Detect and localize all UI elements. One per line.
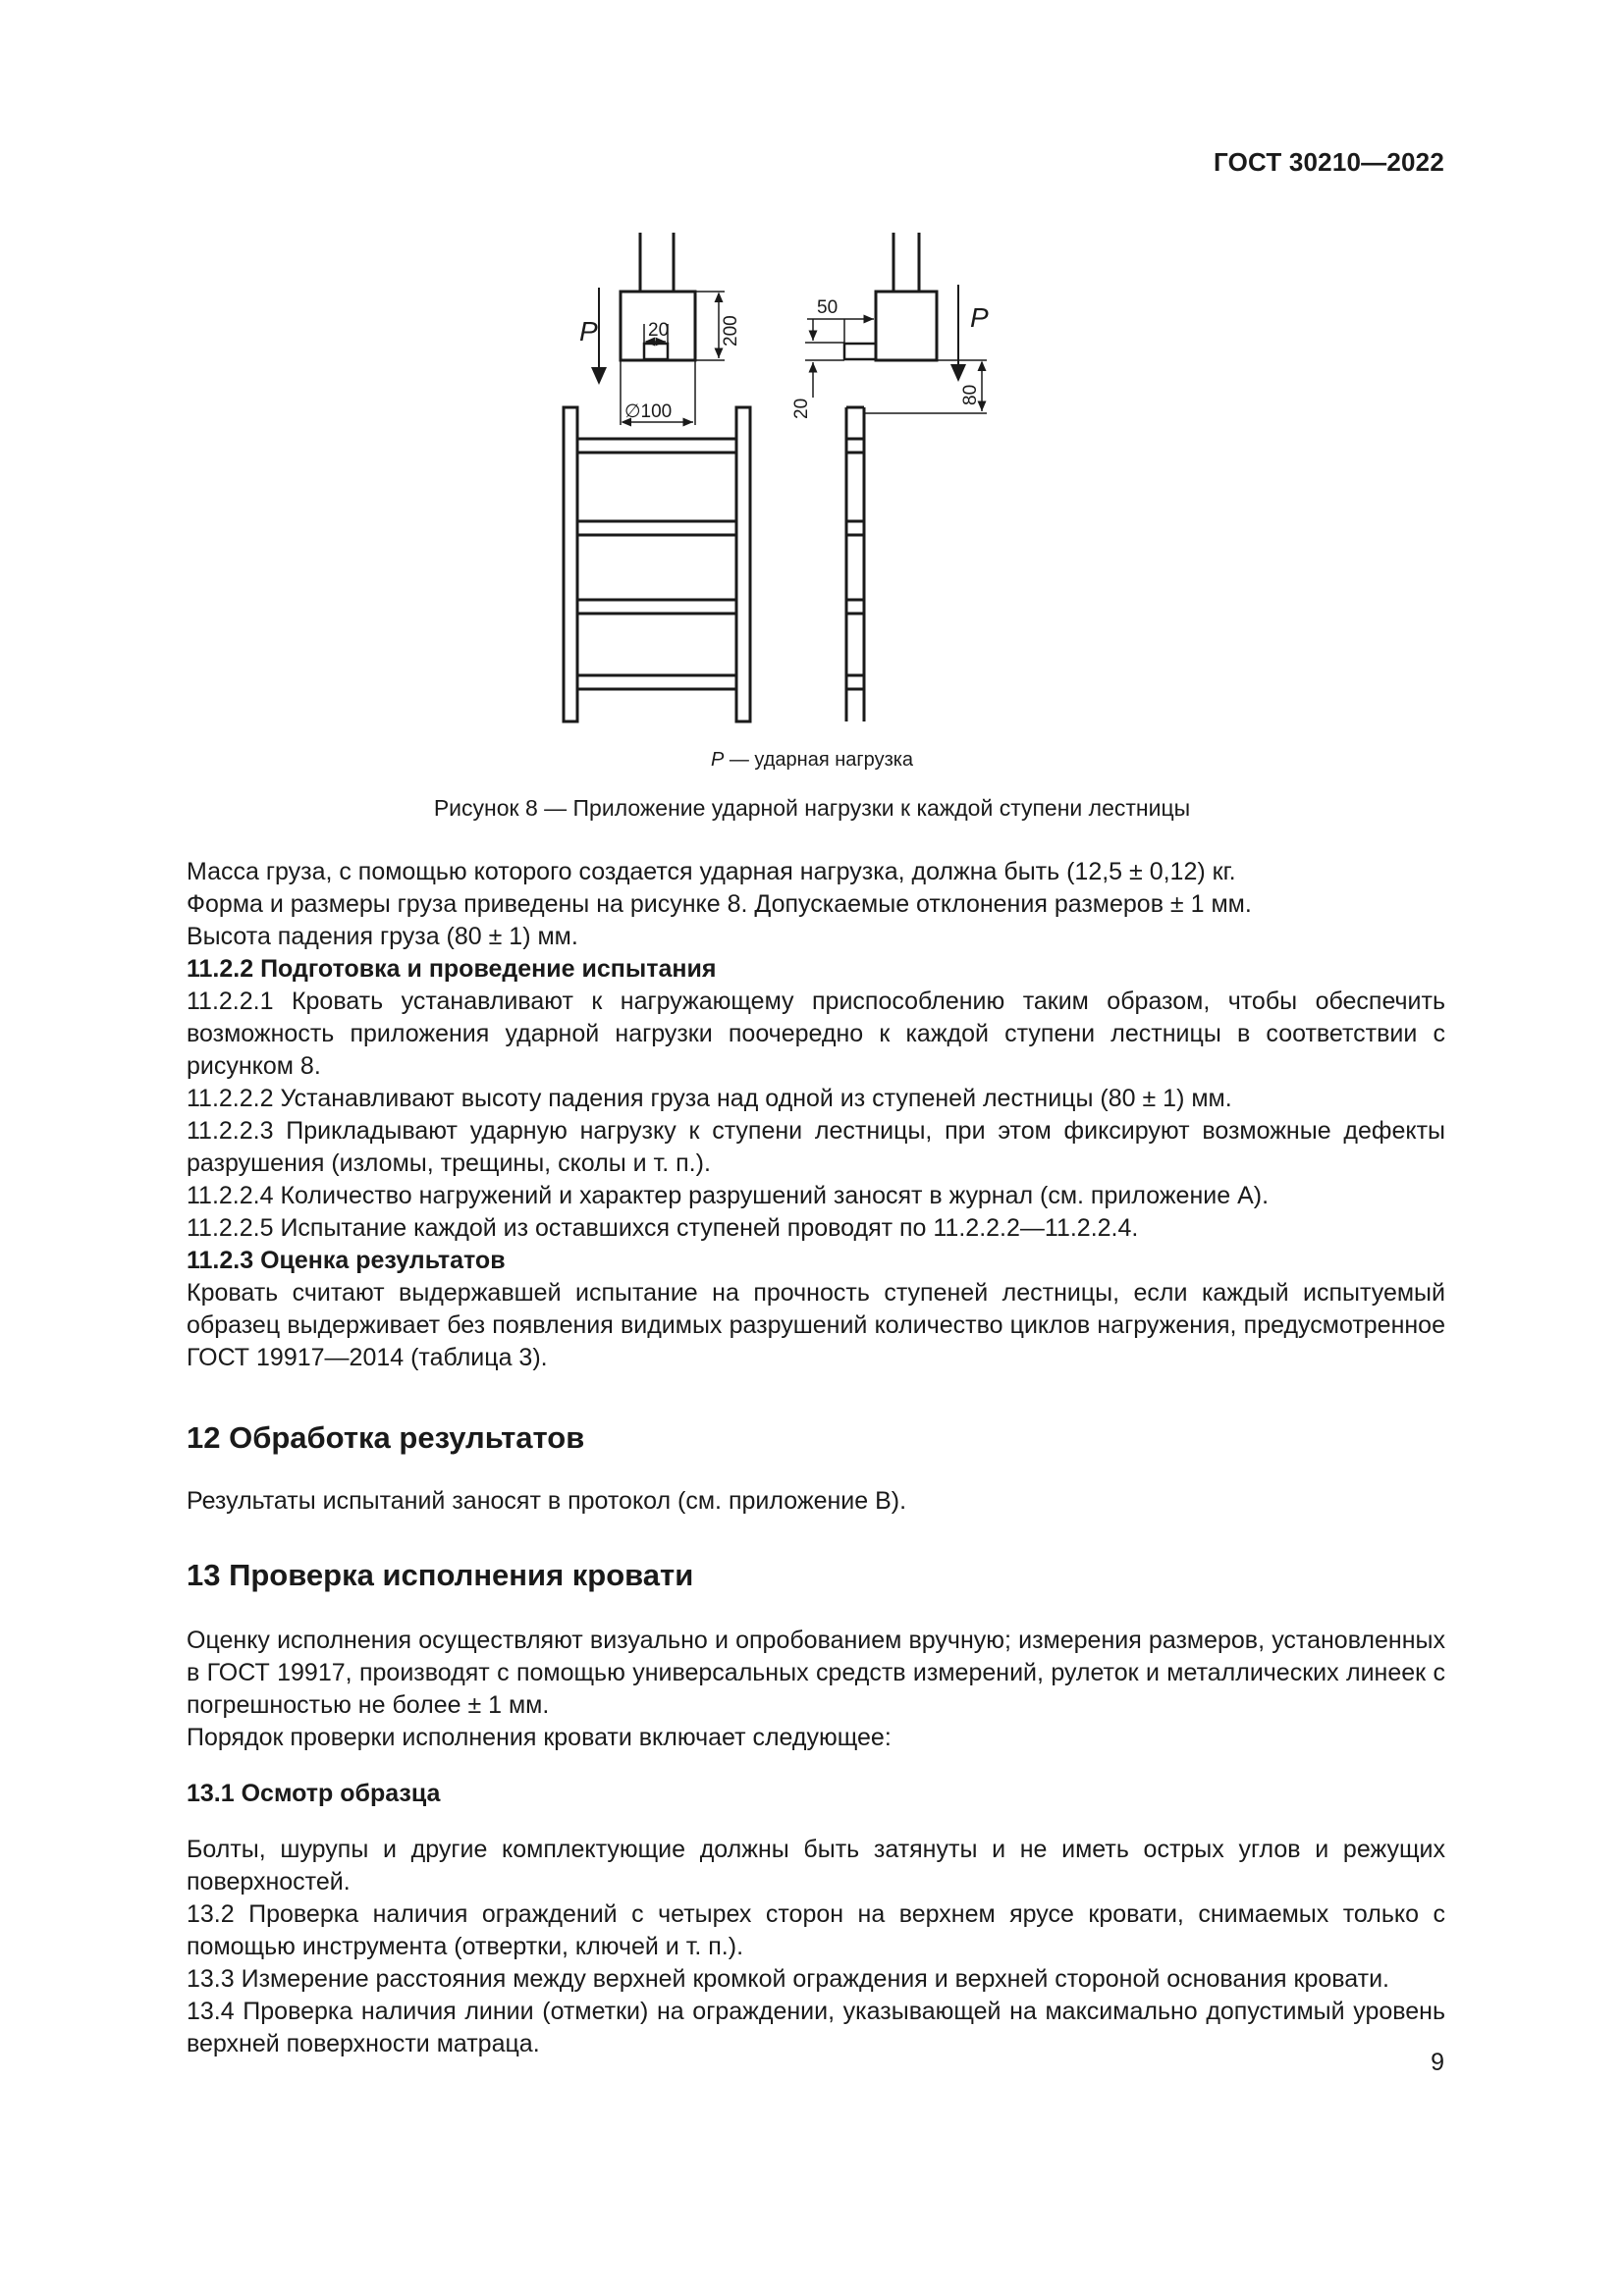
figure-ladder-impact-diagram (550, 221, 1021, 731)
label-dim-50: 50 (817, 297, 839, 318)
label-dim-20-top: 20 (648, 320, 670, 341)
paragraph: Форма и размеры груза приведены на рисунке 8. Допускаемые отклонения размеров ± 1 мм. (187, 890, 1252, 918)
subsection-heading-11-2-3: 11.2.3 Оценка результатов (187, 1247, 506, 1274)
label-dim-20-side: 20 (791, 398, 812, 419)
label-dim-200: 200 (721, 315, 741, 347)
page-number: 9 (1431, 2049, 1444, 2076)
standard-header: ГОСТ 30210—2022 (1214, 147, 1444, 177)
figure-caption: Рисунок 8 — Приложение ударной нагрузки к каждой ступени лестницы (433, 795, 1191, 821)
weight-box-side (876, 292, 937, 360)
paragraph-11-2-2-5: 11.2.2.5 Испытание каждой из оставшихся ступеней проводят по 11.2.2.2—11.2.2.4. (187, 1214, 1139, 1242)
label-p-left: P (579, 316, 598, 347)
striker-front (644, 344, 668, 359)
section-13 (187, 1559, 1445, 2060)
ladder-rung (577, 600, 736, 614)
ladder-rung (577, 675, 736, 689)
paragraph-11-2-2-1: 11.2.2.1 Кровать устанавливают к нагружающему приспособлению таким образом, чтобы обеспечить возможность приложения ударной нагрузки поочередно к каждой ступени лестницы в соответствии с рисунком 8. (187, 988, 1445, 1080)
paragraph: Масса груза, с помощью которого создается ударная нагрузка, должна быть (12,5 ± 0,12) кг. (187, 858, 1236, 885)
paragraph-11-2-3: Кровать считают выдержавшей испытание на прочность ступеней лестницы, если каждый испытуемый образец выдерживает без появления видимых разрушений количество циклов нагружения, предусмотренное ГОСТ 19917—2014 (таблица 3). (187, 1279, 1445, 1371)
ladder-rail-right (736, 407, 750, 721)
legend-text: — ударная нагрузка (724, 749, 914, 771)
paragraph-13-2: 13.2 Проверка наличия ограждений с четырех сторон на верхнем ярусе кровати, снимаемых только с помощью инструмента (отвертки, ключей и т. п.). (187, 1900, 1445, 1960)
paragraph-11-2-2-3: 11.2.2.3 Прикладывают ударную нагрузку к ступени лестницы, при этом фиксируют возможные дефекты разрушения (изломы, трещины, сколы и т. п.). (187, 1117, 1445, 1177)
ladder-rung (577, 439, 736, 453)
paragraph-13-1: Болты, шурупы и другие комплектующие должны быть затянуты и не иметь острых углов и режущих поверхностей. (187, 1836, 1445, 1896)
paragraph-13-3: 13.3 Измерение расстояния между верхней кромкой ограждения и верхней стороной основания кровати. (187, 1965, 1389, 1993)
section-12 (187, 1421, 1445, 1518)
subsection-heading-11-2-2: 11.2.2 Подготовка и проведение испытания (187, 955, 717, 983)
label-dim-80: 80 (960, 384, 981, 405)
ladder-rung (577, 521, 736, 535)
paragraph-13a: Оценку исполнения осуществляют визуально и опробованием вручную; измерения размеров, установленных в ГОСТ 19917, производят с помощью универсальных средств измерений, рулеток и металлических линеек с погрешностью не более ± 1 мм. (187, 1627, 1445, 1719)
label-dim-diameter: ∅100 (624, 401, 673, 422)
figure-legend (0, 749, 1624, 772)
ladder-rail-left (564, 407, 577, 721)
paragraph-13-4: 13.4 Проверка наличия линии (отметки) на ограждении, указывающей на максимально допустимый уровень верхней поверхности матраца. (187, 1998, 1445, 2057)
striker-side (844, 344, 876, 359)
section-heading-12: 12 Обработка результатов (187, 1420, 585, 1455)
subsection-heading-13-1: 13.1 Осмотр образца (187, 1780, 441, 1807)
paragraph-12: Результаты испытаний заносят в протокол (см. приложение В). (187, 1487, 907, 1515)
body-section-11 (187, 856, 1445, 1374)
legend-symbol: P (710, 749, 725, 771)
label-p-right: P (970, 302, 989, 333)
paragraph-11-2-2-4: 11.2.2.4 Количество нагружений и характер разрушений заносят в журнал (см. приложение А). (187, 1182, 1270, 1209)
paragraph: Высота падения груза (80 ± 1) мм. (187, 923, 578, 950)
paragraph-11-2-2-2: 11.2.2.2 Устанавливают высоту падения груза над одной из ступеней лестницы (80 ± 1) мм. (187, 1085, 1232, 1112)
paragraph-13b: Порядок проверки исполнения кровати включает следующее: (187, 1724, 892, 1751)
section-heading-13: 13 Проверка исполнения кровати (187, 1558, 694, 1592)
